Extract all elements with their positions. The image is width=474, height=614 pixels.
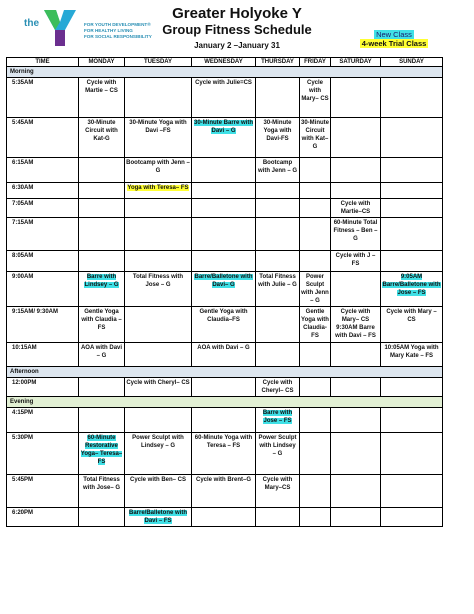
class-label: Total Fitness with Jose – G: [132, 274, 184, 288]
class-cell: [331, 199, 381, 218]
header-friday: FRIDAY: [300, 58, 331, 67]
class-label: Cycle with Cheryl– CS: [126, 380, 190, 386]
class-cell: [381, 378, 443, 397]
class-label: 30-Minute Barre with Davi – G: [193, 120, 253, 134]
class-cell: [331, 183, 381, 199]
class-label: Cycle with Mary– CS: [301, 80, 329, 102]
class-label: Cycle with Cheryl– CS: [261, 380, 294, 394]
class-cell: [331, 475, 381, 508]
class-label: Total Fitness with Julie – G: [258, 274, 297, 288]
class-label: Gentle Yoga with Claudia – FS: [81, 309, 122, 331]
class-cell: [125, 475, 192, 508]
class-cell: [300, 433, 331, 475]
class-cell: [256, 307, 300, 343]
class-cell: [125, 183, 192, 199]
class-label: Gentle Yoga with Claudia-FS: [301, 309, 329, 339]
class-label: Power Sculpt with Lindsey – G: [258, 435, 297, 457]
class-cell: [381, 343, 443, 367]
class-cell: [192, 343, 256, 367]
class-cell: [192, 199, 256, 218]
section-label: Evening: [7, 397, 443, 408]
class-label: 60-Minute Total Fitness – Ben – G: [333, 220, 378, 242]
table-row: [7, 508, 443, 527]
section-morning: [7, 67, 443, 78]
class-cell: [381, 433, 443, 475]
class-label: AOA with Davi – G: [197, 345, 250, 351]
header-saturday: SATURDAY: [331, 58, 381, 67]
table-row: [7, 307, 443, 343]
logo-tagline: FOR YOUTH DEVELOPMENT® FOR HEALTHY LIVING FOR SOCIAL RESPONSIBILITY: [84, 22, 152, 39]
class-cell: [125, 433, 192, 475]
class-label: Barre with Lindsey – G: [84, 274, 119, 288]
schedule-table: [6, 57, 443, 527]
header-monday: MONDAY: [79, 58, 125, 67]
class-label: 10:05AM Yoga with Mary Kate – FS: [384, 345, 439, 359]
class-cell: [79, 78, 125, 118]
class-cell: [381, 183, 443, 199]
class-cell: [381, 118, 443, 158]
class-cell: [79, 378, 125, 397]
class-cell: [192, 433, 256, 475]
class-label: Bootcamp with Jenn – G: [257, 160, 297, 174]
class-cell: [192, 408, 256, 433]
class-cell: [79, 475, 125, 508]
class-cell: [192, 218, 256, 251]
class-cell: [331, 307, 381, 343]
class-cell: [79, 272, 125, 307]
table-row: [7, 408, 443, 433]
class-cell: [192, 378, 256, 397]
class-cell: [125, 251, 192, 272]
class-label: Barre/Balletone with Davi – FS: [128, 510, 187, 524]
header-row: [7, 58, 443, 67]
section-afternoon: [7, 367, 443, 378]
page-title: [130, 6, 344, 51]
class-cell: [331, 408, 381, 433]
class-cell: [192, 183, 256, 199]
class-cell: [300, 199, 331, 218]
time-cell: 4:15PM: [7, 408, 79, 433]
table-row: [7, 218, 443, 251]
class-cell: [331, 78, 381, 118]
class-cell: [381, 475, 443, 508]
section-label: Morning: [7, 67, 443, 78]
class-cell: [300, 78, 331, 118]
class-cell: [331, 118, 381, 158]
class-label: 9:05AM Barre/Balletone with Jose – FS: [382, 274, 441, 296]
class-label: Barre/Balletone with Davi– G: [194, 274, 253, 288]
time-cell: 7:05AM: [7, 199, 79, 218]
class-label: Cycle with Martie – CS: [85, 80, 118, 94]
table-row: [7, 272, 443, 307]
class-cell: [331, 158, 381, 183]
table-row: [7, 183, 443, 199]
class-cell: [381, 272, 443, 307]
class-label: Total Fitness with Jose– G: [82, 477, 120, 491]
class-cell: [256, 475, 300, 508]
class-cell: [192, 272, 256, 307]
class-cell: [300, 475, 331, 508]
table-row: [7, 378, 443, 397]
time-cell: 8:05AM: [7, 251, 79, 272]
header-tuesday: TUESDAY: [125, 58, 192, 67]
class-cell: [125, 118, 192, 158]
class-label: Power Sculpt with Lindsey – G: [132, 435, 184, 449]
class-label: AOA with Davi – G: [80, 345, 123, 359]
time-cell: 6:30AM: [7, 183, 79, 199]
table-row: [7, 118, 443, 158]
class-label: Bootcamp with Jenn – G: [126, 160, 190, 174]
class-cell: [256, 218, 300, 251]
class-cell: [381, 408, 443, 433]
time-cell: 5:45PM: [7, 475, 79, 508]
time-cell: 6:20PM: [7, 508, 79, 527]
class-cell: [256, 272, 300, 307]
time-cell: 6:15AM: [7, 158, 79, 183]
class-cell: [192, 475, 256, 508]
class-label: Cycle with Mary– CS 9:30AM Barre with Davi – FS: [335, 309, 376, 339]
class-cell: [125, 218, 192, 251]
class-cell: [381, 508, 443, 527]
class-label: Cycle with Mary – CS: [386, 309, 437, 323]
class-cell: [256, 251, 300, 272]
class-label: Cycle with Ben– CS: [129, 477, 186, 483]
table-row: [7, 78, 443, 118]
section-evening: [7, 397, 443, 408]
class-cell: [125, 343, 192, 367]
header-thursday: THURSDAY: [256, 58, 300, 67]
class-cell: [79, 251, 125, 272]
time-cell: 5:30PM: [7, 433, 79, 475]
class-label: 30-Minute Yoga with Davi –FS: [129, 120, 187, 134]
logo-the: the: [24, 18, 39, 29]
class-cell: [79, 408, 125, 433]
class-cell: [192, 158, 256, 183]
class-cell: [381, 251, 443, 272]
class-cell: [256, 118, 300, 158]
class-cell: [125, 408, 192, 433]
class-cell: [79, 343, 125, 367]
title-dates: January 2 –January 31: [194, 41, 280, 50]
class-cell: [79, 307, 125, 343]
class-label: 60-Minute Yoga with Teresa – FS: [194, 435, 253, 449]
table-row: [7, 251, 443, 272]
class-cell: [125, 508, 192, 527]
class-label: Power Sculpt with Jenn – G: [301, 274, 329, 304]
class-cell: [125, 307, 192, 343]
class-cell: [381, 199, 443, 218]
time-cell: 10:15AM: [7, 343, 79, 367]
time-cell: 12:00PM: [7, 378, 79, 397]
class-cell: [300, 183, 331, 199]
legend-new-class: New Class: [376, 30, 412, 39]
class-cell: [79, 199, 125, 218]
time-cell: 9:15AM/ 9:30AM: [7, 307, 79, 343]
class-label: Barre with Jose – FS: [262, 410, 293, 424]
section-label: Afternoon: [7, 367, 443, 378]
table-row: [7, 199, 443, 218]
class-cell: [79, 218, 125, 251]
table-row: [7, 433, 443, 475]
class-cell: [331, 272, 381, 307]
class-cell: [79, 158, 125, 183]
time-cell: 7:15AM: [7, 218, 79, 251]
class-cell: [125, 378, 192, 397]
class-cell: [300, 158, 331, 183]
time-cell: 5:35AM: [7, 78, 79, 118]
class-cell: [381, 218, 443, 251]
class-cell: [79, 508, 125, 527]
class-cell: [192, 307, 256, 343]
class-cell: [79, 118, 125, 158]
class-cell: [300, 378, 331, 397]
class-cell: [125, 199, 192, 218]
class-label: Yoga with Teresa– FS: [127, 185, 189, 191]
legend: [354, 30, 434, 48]
class-cell: [300, 272, 331, 307]
class-cell: [125, 272, 192, 307]
class-cell: [256, 183, 300, 199]
class-cell: [300, 218, 331, 251]
class-cell: [256, 343, 300, 367]
header-sunday: SUNDAY: [381, 58, 443, 67]
time-cell: 9:00AM: [7, 272, 79, 307]
class-cell: [256, 508, 300, 527]
class-cell: [192, 118, 256, 158]
class-cell: [256, 433, 300, 475]
class-cell: [79, 433, 125, 475]
class-cell: [79, 183, 125, 199]
class-cell: [125, 158, 192, 183]
class-cell: [331, 508, 381, 527]
class-cell: [381, 307, 443, 343]
y-logo-icon: [38, 8, 82, 48]
class-cell: [331, 218, 381, 251]
class-label: 30-Minute Circuit with Kat–G: [301, 120, 330, 150]
class-label: Cycle with J – FS: [335, 253, 376, 267]
class-cell: [256, 199, 300, 218]
class-cell: [331, 251, 381, 272]
class-cell: [300, 251, 331, 272]
class-label: Cycle with Mary–CS: [262, 477, 293, 491]
class-cell: [192, 508, 256, 527]
title-line2: Group Fitness Schedule: [162, 22, 312, 37]
class-cell: [381, 158, 443, 183]
class-cell: [381, 78, 443, 118]
class-cell: [331, 378, 381, 397]
class-cell: [300, 307, 331, 343]
class-cell: [331, 433, 381, 475]
class-label: Cycle with Julie=CS: [195, 80, 252, 86]
class-cell: [256, 378, 300, 397]
class-cell: [125, 78, 192, 118]
title-line1: Greater Holyoke Y: [172, 5, 302, 22]
class-cell: [300, 408, 331, 433]
class-label: Gentle Yoga with Claudia–FS: [199, 309, 248, 323]
class-cell: [300, 343, 331, 367]
header-time: TIME: [7, 58, 79, 67]
class-label: 60-Minute Restorative Yoga– Teresa–FS: [80, 435, 123, 465]
time-cell: 5:45AM: [7, 118, 79, 158]
class-label: Cycle with Brent–G: [195, 477, 251, 483]
class-label: 30-Minute Circuit with Kat-G: [85, 120, 118, 142]
class-cell: [256, 408, 300, 433]
class-label: Cycle with Martie–CS: [340, 201, 371, 215]
class-cell: [256, 158, 300, 183]
class-cell: [256, 78, 300, 118]
table-row: [7, 475, 443, 508]
table-row: [7, 343, 443, 367]
class-label: 30-Minute Yoga with Davi-FS: [263, 120, 292, 142]
header-wednesday: WEDNESDAY: [192, 58, 256, 67]
class-cell: [192, 78, 256, 118]
class-cell: [192, 251, 256, 272]
class-cell: [331, 343, 381, 367]
table-row: [7, 158, 443, 183]
class-cell: [300, 118, 331, 158]
legend-trial-class: 4-week Trial Class: [361, 39, 427, 48]
class-cell: [300, 508, 331, 527]
